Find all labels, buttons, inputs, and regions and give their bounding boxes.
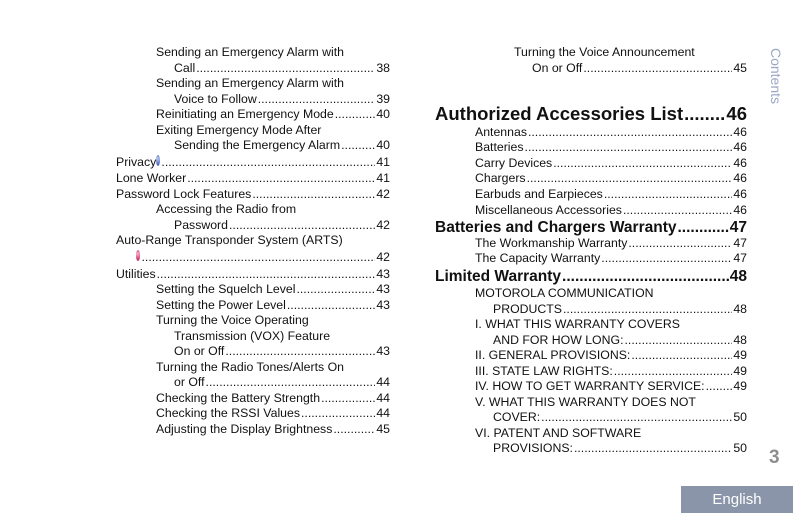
- toc-entry-vox[interactable]: On or Off ..... 43: [174, 344, 390, 359]
- toc-entry-squelch-level[interactable]: Setting the Squelch Level ..... 43: [156, 282, 390, 297]
- language-tab[interactable]: English: [681, 486, 793, 513]
- toc-entry-patent-line1: VI. PATENT AND SOFTWARE: [475, 426, 642, 440]
- toc-entry-antennas[interactable]: Antennas ..... 46: [475, 125, 747, 140]
- toc-entry-voice-announcement-line1: Turning the Voice Announcement: [514, 45, 695, 59]
- toc-heading-battery-warranty[interactable]: Batteries and Chargers Warranty ..... 47: [435, 218, 747, 237]
- toc-entry-not-cover-line1: V. WHAT THIS WARRANTY DOES NOT: [475, 395, 696, 409]
- toc-entry-tones[interactable]: or Off ..... 44: [174, 375, 390, 390]
- toc-entry-power-level[interactable]: Setting the Power Level ..... 43: [156, 298, 390, 313]
- toc-entry-batteries[interactable]: Batteries ..... 46: [475, 140, 747, 155]
- toc-entry-vox-line2: Transmission (VOX) Feature: [174, 329, 331, 343]
- privacy-feature-icon: [156, 155, 160, 166]
- toc-entry-motorola-products[interactable]: PRODUCTS ..... 48: [493, 302, 747, 317]
- toc-entry-arts[interactable]: ..... 42: [116, 250, 390, 265]
- toc-entry-display-brightness[interactable]: Adjusting the Display Brightness ..... 45: [156, 422, 390, 437]
- toc-entry-misc-accessories[interactable]: Miscellaneous Accessories ..... 46: [475, 203, 747, 218]
- contents-side-tab[interactable]: [763, 45, 789, 107]
- toc-entry-not-cover[interactable]: COVER: ..... 50: [493, 410, 747, 425]
- arts-feature-icon: [136, 250, 140, 261]
- toc-entry-emergency-voice[interactable]: Voice to Follow ..... 39: [174, 92, 390, 107]
- toc-entry-lone-worker[interactable]: Lone Worker ..... 41: [116, 171, 390, 186]
- toc-entry-rssi[interactable]: Checking the RSSI Values ..... 44: [156, 406, 390, 421]
- toc-entry-covers-line1: I. WHAT THIS WARRANTY COVERS: [475, 317, 680, 331]
- toc-entry-vox-line1: Turning the Voice Operating: [156, 313, 309, 327]
- toc-entry-exiting-emergency[interactable]: Sending the Emergency Alarm ..... 40: [174, 138, 390, 153]
- contents-tab-label: Contents: [768, 47, 784, 105]
- toc-entry-warranty-service[interactable]: IV. HOW TO GET WARRANTY SERVICE: ..... 49: [475, 379, 747, 394]
- toc-entry-capacity-warranty[interactable]: The Capacity Warranty ..... 47: [475, 251, 747, 266]
- toc-entry-accessing-radio[interactable]: Password ..... 42: [174, 218, 390, 233]
- toc-entry-workmanship-warranty[interactable]: The Workmanship Warranty ..... 47: [475, 236, 747, 251]
- toc-heading-limited-warranty[interactable]: Limited Warranty ..... 48: [435, 267, 747, 286]
- toc-entry-privacy[interactable]: Privacy ..... 41: [116, 155, 390, 170]
- toc-entry-voice-announcement[interactable]: On or Off ..... 45: [532, 61, 747, 76]
- toc-entry-exiting-emergency-line1: Exiting Emergency Mode After: [156, 123, 322, 137]
- toc-entry-emergency-voice-line1: Sending an Emergency Alarm with: [156, 76, 344, 90]
- toc-entry-carry-devices[interactable]: Carry Devices ..... 46: [475, 156, 747, 171]
- toc-entry-general-provisions[interactable]: II. GENERAL PROVISIONS: ..... 49: [475, 348, 747, 363]
- toc-entry-motorola-line1: MOTOROLA COMMUNICATION: [475, 286, 654, 300]
- toc-entry-warranty-covers[interactable]: AND FOR HOW LONG: ..... 48: [493, 333, 747, 348]
- toc-entry-chargers[interactable]: Chargers ..... 46: [475, 171, 747, 186]
- toc-entry-earbuds[interactable]: Earbuds and Earpieces ..... 46: [475, 187, 747, 202]
- page-number: 3: [769, 447, 780, 468]
- toc-entry-state-law[interactable]: III. STATE LAW RIGHTS: ..... 49: [475, 364, 747, 379]
- toc-entry-patent-provisions[interactable]: PROVISIONS: ..... 50: [493, 441, 747, 456]
- toc-entry-emergency-call[interactable]: Call ..... 38: [174, 61, 390, 76]
- toc-entry-accessing-radio-line1: Accessing the Radio from: [156, 202, 297, 216]
- toc-entry-battery-strength[interactable]: Checking the Battery Strength ..... 44: [156, 391, 390, 406]
- toc-entry-utilities[interactable]: Utilities ..... 43: [116, 267, 390, 282]
- toc-entry-tones-line1: Turning the Radio Tones/Alerts On: [156, 360, 344, 374]
- toc-entry-arts-line1: Auto-Range Transponder System (ARTS): [116, 233, 343, 247]
- toc-heading-accessories[interactable]: Authorized Accessories List ..... 46: [435, 103, 747, 125]
- toc-entry-emergency-call-line1: Sending an Emergency Alarm with: [156, 45, 344, 59]
- toc-entry-password-lock[interactable]: Password Lock Features ..... 42: [116, 187, 390, 202]
- toc-entry-reinitiating-emergency[interactable]: Reinitiating an Emergency Mode ..... 40: [156, 107, 390, 122]
